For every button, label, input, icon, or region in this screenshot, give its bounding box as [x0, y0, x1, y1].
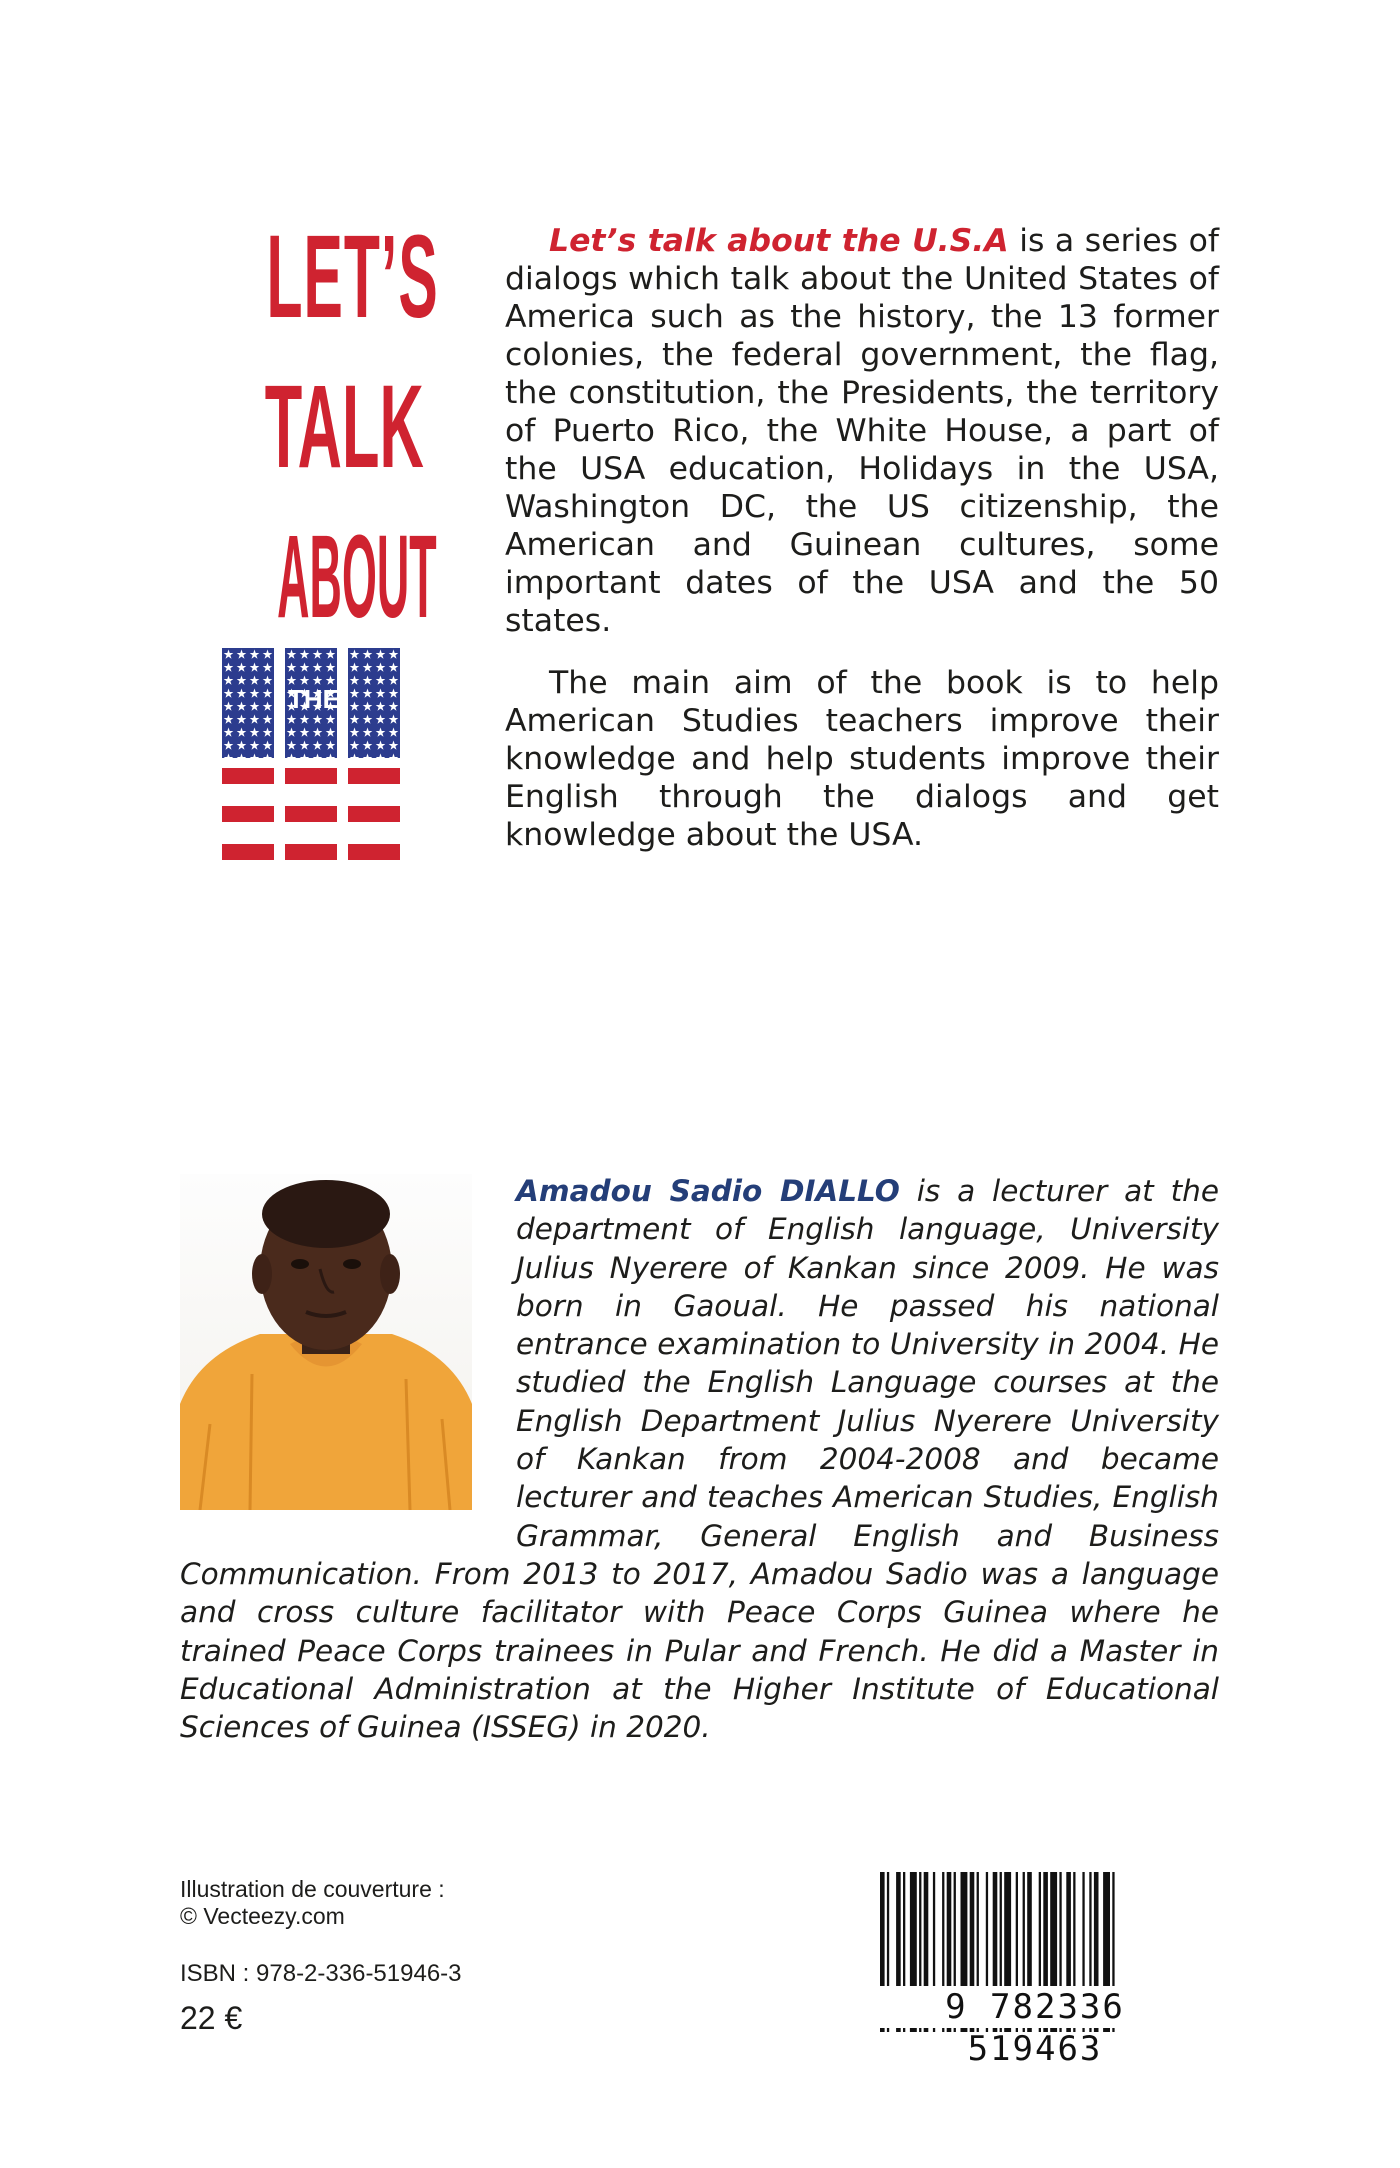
usa-letter-a	[348, 648, 400, 758]
cover-title	[222, 211, 439, 854]
description-paragraph-1: Let’s talk about the U.S.A is a series of dialogs which talk about the United States of America such as the history, the 13 former colonies, the federal government, the flag, the constitution, the Presidents, the territory of Puerto Rico, the White House, a part of the USA education, Holidays in the USA, Washington DC, the US citizenship, the American and Guinean cultures, some important dates of the USA and the 50 states.	[505, 223, 1219, 639]
price: 22 €	[180, 2000, 243, 2036]
author-name: Amadou Sadio DIALLO	[516, 1174, 900, 1208]
usa-letter-u	[222, 648, 274, 758]
author-bio	[180, 1172, 1219, 1746]
barcode-digits: 9 782336 519463	[876, 1986, 1194, 2028]
book-description	[505, 222, 1219, 878]
usa-stripes	[222, 768, 400, 860]
author-bio-text: is a lecturer at the department of English language, University Julius Nyerere of Kankan since 2009. He was born in Gaoual. He passed his national entrance examination to University in 2004. He studied the English Language courses at the English Department Julius Nyerere University of Kankan from 2004-2008 and became lecturer and teaches American Studies, English Grammar, General English and Business Communication. From 2013 to 2017, Amadou Sadio was a language and cross culture facilitator with Peace Corps Guinea where he trained Peace Corps trainees in Pular and French. He did a Master in Educational Administration at the Higher Institute of Educational Sciences of Guinea (ISSEG) in 2020.	[180, 1174, 1219, 1745]
title-line-lets: LET’S	[266, 211, 439, 343]
description-paragraph-2: The main aim of the book is to help American Studies teachers improve their knowledge and help students improve their English through the dialogs and get knowledge about the USA.	[505, 665, 1219, 853]
isbn: ISBN : 978-2-336-51946-3	[180, 1960, 462, 1987]
book-title-inline: Let’s talk about the U.S.A	[549, 223, 1009, 259]
title-the: THE	[288, 684, 340, 714]
title-line-talk: TALK	[264, 361, 424, 493]
title-usa-flag-letters	[222, 648, 400, 868]
credit-label: Illustration de couverture :	[180, 1876, 445, 1902]
title-line-about: ABOUT	[277, 511, 437, 643]
illustration-credit	[180, 1876, 600, 1930]
credit-source: © Vecteezy.com	[180, 1903, 345, 1929]
